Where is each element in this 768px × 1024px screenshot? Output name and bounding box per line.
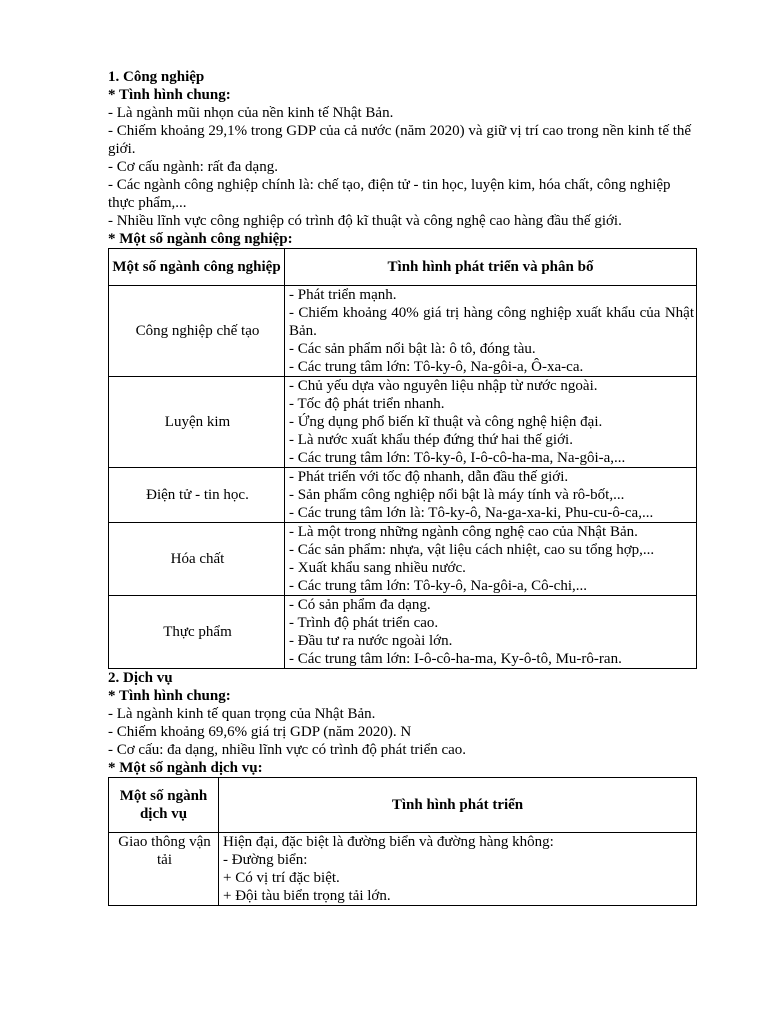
description-line: - Trình độ phát triển cao. — [289, 615, 439, 631]
description-line: Hiện đại, đặc biệt là đường biển và đường hàng không: — [223, 834, 554, 850]
service-table-header-sector: Một số ngành dịch vụ — [109, 778, 219, 833]
description-line: - Chủ yếu dựa vào nguyên liệu nhập từ nước ngoài. — [289, 378, 598, 394]
section-1-title: 1. Công nghiệp — [108, 69, 205, 85]
description-line: - Các sản phẩm: nhựa, vật liệu cách nhiệt, cao su tổng hợp,... — [289, 542, 655, 558]
sector-name: Hóa chất — [109, 523, 285, 596]
description-line: - Xuất khẩu sang nhiều nước. — [289, 560, 466, 576]
description-line: - Các sản phẩm nổi bật là: ô tô, đóng tàu. — [289, 341, 536, 357]
description-line: - Đường biển: — [223, 852, 308, 868]
service-table-header-row — [109, 778, 697, 833]
description-line: - Chiếm khoảng 40% giá trị hàng công nghiệp xuất khẩu của Nhật Bản. — [289, 305, 694, 339]
description-line: - Là một trong những ngành công nghệ cao của Nhật Bản. — [289, 524, 638, 540]
industry-table-heading: * Một số ngành công nghiệp: — [108, 231, 293, 247]
service-table — [108, 777, 697, 906]
service-table-header-status: Tình hình phát triển — [219, 778, 697, 833]
description-line: - Là nước xuất khẩu thép đứng thứ hai thế giới. — [289, 432, 573, 448]
description-line: - Đầu tư ra nước ngoài lớn. — [289, 633, 453, 649]
sector-description — [285, 468, 697, 523]
description-line: - Các trung tâm lớn: Tô-ky-ô, Na-gôi-a, Ô-xa-ca. — [289, 359, 584, 375]
section-1-general-line: - Là ngành mũi nhọn của nền kinh tế Nhật Bản. — [108, 105, 394, 121]
industry-table — [108, 248, 697, 669]
document-page — [108, 68, 696, 906]
description-line: - Các trung tâm lớn: Tô-ky-ô, Na-gôi-a, Cô-chi,... — [289, 578, 588, 594]
section-2-general-line: - Cơ cấu: đa dạng, nhiều lĩnh vực có trình độ phát triển cao. — [108, 742, 467, 758]
table-row — [109, 377, 697, 468]
sector-name: Thực phẩm — [109, 596, 285, 669]
section-2-general-line: - Là ngành kinh tế quan trọng của Nhật Bản. — [108, 706, 376, 722]
sector-description — [285, 377, 697, 468]
section-1-general-line: - Cơ cấu ngành: rất đa dạng. — [108, 159, 278, 175]
sector-name: Điện tử - tin học. — [109, 468, 285, 523]
industry-table-header-sector: Một số ngành công nghiệp — [109, 249, 285, 286]
section-1-general-line: - Nhiều lĩnh vực công nghiệp có trình độ kĩ thuật và công nghệ cao hàng đầu thế giới. — [108, 213, 622, 229]
sector-name: Công nghiệp chế tạo — [109, 286, 285, 377]
sector-name: Giao thông vận tải — [109, 833, 219, 906]
sector-name: Luyện kim — [109, 377, 285, 468]
section-1-general-line: - Chiếm khoảng 29,1% trong GDP của cả nước (năm 2020) và giữ vị trí cao trong nền kinh tế thế giới. — [108, 123, 692, 157]
sector-description — [285, 596, 697, 669]
description-line: - Phát triển với tốc độ nhanh, dẫn đầu thế giới. — [289, 469, 569, 485]
table-row — [109, 468, 697, 523]
sector-description — [285, 286, 697, 377]
sector-description — [285, 523, 697, 596]
description-line: - Sản phẩm công nghiệp nổi bật là máy tính và rô-bốt,... — [289, 487, 625, 503]
description-line: - Các trung tâm lớn: I-ô-cô-ha-ma, Ky-ô-tô, Mu-rô-ran. — [289, 651, 622, 667]
section-1-general-heading: * Tình hình chung: — [108, 87, 231, 103]
section-2-title: 2. Dịch vụ — [108, 670, 173, 686]
description-line: - Có sản phẩm đa dạng. — [289, 597, 431, 613]
table-row — [109, 833, 697, 906]
description-line: - Các trung tâm lớn: Tô-ky-ô, I-ô-cô-ha-ma, Na-gôi-a,... — [289, 450, 626, 466]
section-1-general-line: - Các ngành công nghiệp chính là: chế tạo, điện tử - tin học, luyện kim, hóa chất, công nghiệp thực phẩm,... — [108, 177, 671, 211]
description-line: - Phát triển mạnh. — [289, 287, 397, 303]
description-line: - Các trung tâm lớn là: Tô-ky-ô, Na-ga-xa-ki, Phu-cu-ô-ca,... — [289, 505, 654, 521]
section-2-general-line: - Chiếm khoảng 69,6% giá trị GDP (năm 2020). N — [108, 724, 412, 740]
description-line: - Tốc độ phát triển nhanh. — [289, 396, 445, 412]
table-row — [109, 523, 697, 596]
table-row — [109, 596, 697, 669]
description-line: - Ứng dụng phổ biến kĩ thuật và công nghệ hiện đại. — [289, 414, 603, 430]
industry-table-header-row — [109, 249, 697, 286]
sector-description — [219, 833, 697, 906]
industry-table-header-status: Tình hình phát triển và phân bố — [285, 249, 697, 286]
description-line: + Đội tàu biển trọng tải lớn. — [223, 888, 391, 904]
description-line: + Có vị trí đặc biệt. — [223, 870, 340, 886]
table-row — [109, 286, 697, 377]
section-2-general-heading: * Tình hình chung: — [108, 688, 231, 704]
service-table-heading: * Một số ngành dịch vụ: — [108, 760, 263, 776]
